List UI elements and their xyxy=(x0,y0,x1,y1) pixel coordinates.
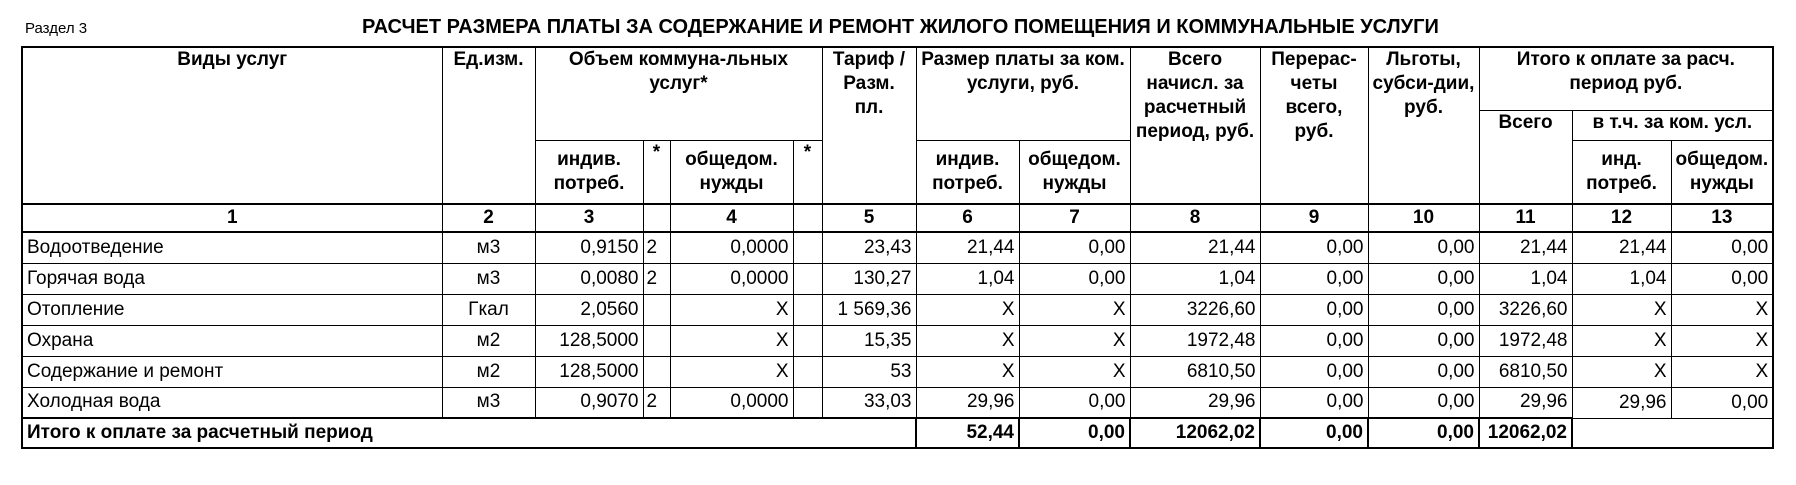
header-ind-short: инд. потреб. xyxy=(1572,140,1671,204)
total-empty xyxy=(1572,418,1773,448)
payment-common: 0,00 xyxy=(1019,387,1130,418)
tariff-cell: 23,43 xyxy=(822,232,916,263)
header-volume: Объем коммуна-льных услуг* xyxy=(535,47,822,140)
pay-common-2: 0,00 xyxy=(1671,232,1773,263)
unit-cell: Гкал xyxy=(442,294,535,325)
volume-common: 0,0000 xyxy=(670,232,793,263)
recalc-cell: 0,00 xyxy=(1260,325,1368,356)
tariff-cell: 53 xyxy=(822,356,916,387)
recalc-cell: 0,00 xyxy=(1260,232,1368,263)
payment-common: X xyxy=(1019,325,1130,356)
volume-flag-2 xyxy=(793,294,822,325)
total-row xyxy=(22,418,1773,448)
header-total-charged: Всего начисл. за расчетный период, руб. xyxy=(1130,47,1260,204)
volume-common: 0,0000 xyxy=(670,263,793,294)
volume-flag-2 xyxy=(793,325,822,356)
col-number: 4 xyxy=(670,204,793,232)
pay-common-2: 0,00 xyxy=(1671,387,1773,418)
total-pay-sum: 12062,02 xyxy=(1479,418,1572,448)
col-number: 13 xyxy=(1671,204,1773,232)
volume-flag: 2 xyxy=(643,232,670,263)
volume-indiv: 0,9070 xyxy=(535,387,643,418)
total-recalc: 0,00 xyxy=(1260,418,1368,448)
pay-total: 3226,60 xyxy=(1479,294,1572,325)
header-service: Виды услуг xyxy=(22,47,442,204)
volume-flag-2 xyxy=(793,263,822,294)
pay-total: 21,44 xyxy=(1479,232,1572,263)
service-name: Горячая вода xyxy=(22,263,442,294)
table-row xyxy=(22,263,1773,294)
table-row xyxy=(22,294,1773,325)
page-title: РАСЧЕТ РАЗМЕРА ПЛАТЫ ЗА СОДЕРЖАНИЕ И РЕМОНТ ЖИЛОГО ПОМЕЩЕНИЯ И КОММУНАЛЬНЫЕ УСЛУГИ xyxy=(362,16,1439,38)
pay-indiv-2: X xyxy=(1572,294,1671,325)
header-vol-star1: * xyxy=(643,140,670,204)
table-row xyxy=(22,387,1773,418)
pay-total: 6810,50 xyxy=(1479,356,1572,387)
volume-common: X xyxy=(670,294,793,325)
volume-flag-2 xyxy=(793,356,822,387)
benefit-cell: 0,00 xyxy=(1368,263,1479,294)
volume-common: X xyxy=(670,325,793,356)
tariff-cell: 130,27 xyxy=(822,263,916,294)
table-row xyxy=(22,325,1773,356)
unit-cell: м3 xyxy=(442,387,535,418)
service-name: Отопление xyxy=(22,294,442,325)
total-label: Итого к оплате за расчетный период xyxy=(22,418,916,448)
pay-indiv-2: 21,44 xyxy=(1572,232,1671,263)
volume-indiv: 2,0560 xyxy=(535,294,643,325)
header-total-all: Всего xyxy=(1479,110,1572,204)
payment-indiv: 1,04 xyxy=(916,263,1019,294)
total-pay-common: 0,00 xyxy=(1019,418,1130,448)
header-tariff: Тариф / Разм. пл. xyxy=(822,47,916,204)
payment-common: 0,00 xyxy=(1019,263,1130,294)
pay-indiv-2: X xyxy=(1572,356,1671,387)
total-charged-sum: 12062,02 xyxy=(1130,418,1260,448)
recalc-cell: 0,00 xyxy=(1260,263,1368,294)
pay-common-2: X xyxy=(1671,294,1773,325)
benefit-cell: 0,00 xyxy=(1368,294,1479,325)
total-charged: 29,96 xyxy=(1130,387,1260,418)
table-row xyxy=(22,356,1773,387)
header-incl-comm: в т.ч. за ком. усл. xyxy=(1572,110,1773,140)
total-charged: 21,44 xyxy=(1130,232,1260,263)
volume-flag-2 xyxy=(793,232,822,263)
volume-common: X xyxy=(670,356,793,387)
section-label: Раздел 3 xyxy=(25,20,88,37)
payment-indiv: X xyxy=(916,356,1019,387)
total-charged: 6810,50 xyxy=(1130,356,1260,387)
unit-cell: м2 xyxy=(442,356,535,387)
header-vol-indiv: индив. потреб. xyxy=(535,140,643,204)
recalc-cell: 0,00 xyxy=(1260,356,1368,387)
pay-indiv-2: X xyxy=(1572,325,1671,356)
total-pay-indiv: 52,44 xyxy=(916,418,1019,448)
header-unit: Ед.изм. xyxy=(442,47,535,204)
recalc-cell: 0,00 xyxy=(1260,294,1368,325)
pay-indiv-2: 1,04 xyxy=(1572,263,1671,294)
volume-indiv: 0,9150 xyxy=(535,232,643,263)
pay-common-2: X xyxy=(1671,356,1773,387)
header-benefits: Льготы, субси-дии, руб. xyxy=(1368,47,1479,204)
unit-cell: м3 xyxy=(442,232,535,263)
col-number: 12 xyxy=(1572,204,1671,232)
unit-cell: м2 xyxy=(442,325,535,356)
volume-flag xyxy=(643,356,670,387)
tariff-cell: 1 569,36 xyxy=(822,294,916,325)
col-number: 7 xyxy=(1019,204,1130,232)
tariff-cell: 15,35 xyxy=(822,325,916,356)
volume-common: 0,0000 xyxy=(670,387,793,418)
recalc-cell: 0,00 xyxy=(1260,387,1368,418)
pay-total: 1,04 xyxy=(1479,263,1572,294)
service-name: Водоотведение xyxy=(22,232,442,263)
col-number: 1 xyxy=(22,204,442,232)
header-payment: Размер платы за ком. услуги, руб. xyxy=(916,47,1130,140)
header-common-2: общедом. нужды xyxy=(1671,140,1773,204)
volume-flag xyxy=(643,294,670,325)
header-recalc: Перерас-четы всего, руб. xyxy=(1260,47,1368,204)
total-charged: 3226,60 xyxy=(1130,294,1260,325)
payment-indiv: 29,96 xyxy=(916,387,1019,418)
total-charged: 1,04 xyxy=(1130,263,1260,294)
unit-cell: м3 xyxy=(442,263,535,294)
col-number: 6 xyxy=(916,204,1019,232)
payment-indiv: X xyxy=(916,325,1019,356)
pay-total: 1972,48 xyxy=(1479,325,1572,356)
service-name: Охрана xyxy=(22,325,442,356)
pay-indiv-2: 29,96 xyxy=(1572,387,1671,418)
payment-common: X xyxy=(1019,356,1130,387)
volume-flag-2 xyxy=(793,387,822,418)
volume-flag: 2 xyxy=(643,387,670,418)
col-number-blank xyxy=(643,204,670,232)
col-number: 9 xyxy=(1260,204,1368,232)
col-number: 10 xyxy=(1368,204,1479,232)
payment-common: X xyxy=(1019,294,1130,325)
table-row xyxy=(22,232,1773,263)
col-number-blank xyxy=(793,204,822,232)
tariff-cell: 33,03 xyxy=(822,387,916,418)
service-name: Холодная вода xyxy=(22,387,442,418)
payment-indiv: 21,44 xyxy=(916,232,1019,263)
total-charged: 1972,48 xyxy=(1130,325,1260,356)
volume-flag xyxy=(643,325,670,356)
header-vol-common: общедом. нужды xyxy=(670,140,793,204)
col-number: 3 xyxy=(535,204,643,232)
benefit-cell: 0,00 xyxy=(1368,325,1479,356)
header-vol-star2: * xyxy=(793,140,822,204)
header-pay-common: общедом. нужды xyxy=(1019,140,1130,204)
volume-indiv: 128,5000 xyxy=(535,356,643,387)
total-benefit: 0,00 xyxy=(1368,418,1479,448)
header-total-pay: Итого к оплате за расч. период руб. xyxy=(1479,47,1773,110)
col-number: 11 xyxy=(1479,204,1572,232)
benefit-cell: 0,00 xyxy=(1368,387,1479,418)
pay-common-2: X xyxy=(1671,325,1773,356)
volume-indiv: 0,0080 xyxy=(535,263,643,294)
col-number: 5 xyxy=(822,204,916,232)
pay-common-2: 0,00 xyxy=(1671,263,1773,294)
pay-total: 29,96 xyxy=(1479,387,1572,418)
col-number: 8 xyxy=(1130,204,1260,232)
benefit-cell: 0,00 xyxy=(1368,232,1479,263)
header-pay-indiv: индив. потреб. xyxy=(916,140,1019,204)
payment-common: 0,00 xyxy=(1019,232,1130,263)
billing-table xyxy=(21,46,1774,449)
benefit-cell: 0,00 xyxy=(1368,356,1479,387)
col-number: 2 xyxy=(442,204,535,232)
volume-indiv: 128,5000 xyxy=(535,325,643,356)
service-name: Содержание и ремонт xyxy=(22,356,442,387)
volume-flag: 2 xyxy=(643,263,670,294)
payment-indiv: X xyxy=(916,294,1019,325)
